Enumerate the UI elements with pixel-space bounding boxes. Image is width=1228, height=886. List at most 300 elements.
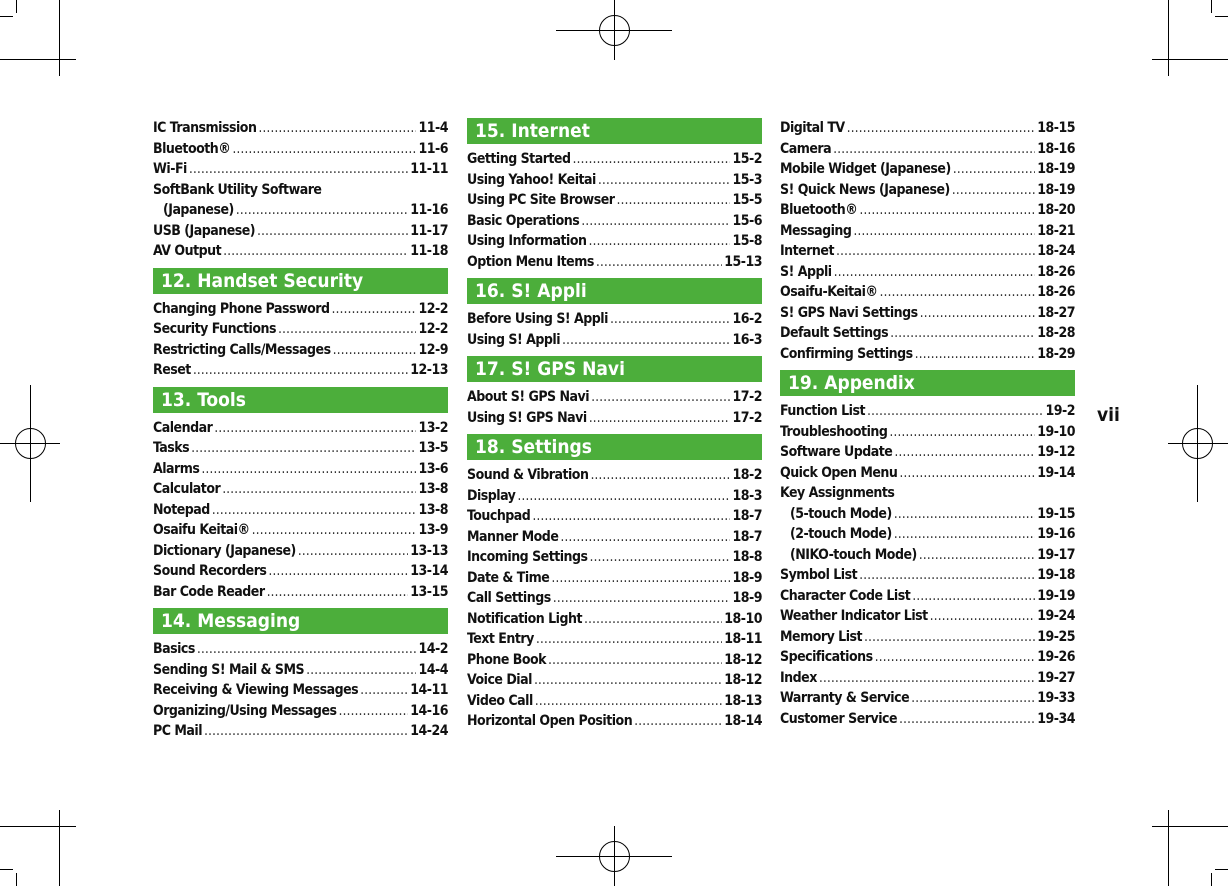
toc-entry-title: Alarms bbox=[153, 460, 200, 477]
toc-entry[interactable] bbox=[467, 629, 762, 650]
toc-entry[interactable] bbox=[780, 504, 1075, 525]
toc-entry[interactable] bbox=[153, 159, 448, 180]
toc-entry-title: USB (Japanese) bbox=[153, 222, 256, 239]
toc-entry-title: Dictionary (Japanese) bbox=[153, 542, 296, 559]
toc-entry-title: About S! GPS Navi bbox=[467, 389, 590, 405]
toc-entry-title: Reset bbox=[153, 362, 191, 378]
toc-entry[interactable] bbox=[467, 691, 762, 712]
toc-entry-title: Display bbox=[467, 487, 516, 504]
toc-entry[interactable] bbox=[153, 418, 448, 439]
toc-entry-page: 15-8 bbox=[732, 233, 762, 249]
toc-entry-page: 14-11 bbox=[410, 682, 448, 698]
toc-entry[interactable] bbox=[467, 650, 762, 671]
toc-entry-page: 18-21 bbox=[1037, 222, 1075, 239]
toc-entry-page: 18-9 bbox=[732, 590, 762, 606]
toc-entry-page: 18-29 bbox=[1037, 345, 1075, 362]
toc-entry[interactable] bbox=[780, 565, 1075, 586]
toc-entry-title: (Japanese) bbox=[163, 202, 234, 218]
toc-entry[interactable] bbox=[780, 282, 1075, 303]
dot-leader bbox=[197, 639, 417, 660]
dot-leader bbox=[339, 701, 409, 722]
dot-leader bbox=[589, 408, 731, 429]
toc-entry-page: 18-11 bbox=[724, 631, 762, 647]
toc-entry[interactable] bbox=[153, 660, 448, 681]
toc-entry[interactable] bbox=[467, 506, 762, 527]
dot-leader bbox=[610, 309, 731, 330]
toc-entry-page: 18-7 bbox=[732, 508, 762, 524]
toc-entry[interactable] bbox=[467, 609, 762, 630]
toc-entry-title: Basics bbox=[153, 641, 195, 657]
section-heading: 14. Messaging bbox=[153, 608, 448, 634]
toc-entry-page: 18-12 bbox=[724, 651, 762, 668]
dot-leader bbox=[191, 438, 416, 459]
toc-entry-page: 13-8 bbox=[418, 501, 448, 518]
toc-entry-page: 12-2 bbox=[418, 300, 448, 317]
dot-leader bbox=[953, 159, 1035, 180]
dot-leader bbox=[223, 241, 408, 262]
toc-entry-title: Notepad bbox=[153, 501, 210, 518]
dot-leader bbox=[306, 660, 416, 681]
dot-leader bbox=[548, 650, 722, 671]
dot-leader bbox=[915, 344, 1036, 365]
toc-entry[interactable] bbox=[780, 709, 1075, 730]
dot-leader bbox=[864, 627, 1035, 648]
toc-entry-page: 19-25 bbox=[1037, 628, 1075, 645]
toc-entry[interactable] bbox=[467, 387, 762, 408]
toc-entry-title: Bluetooth® bbox=[153, 140, 231, 157]
dot-leader bbox=[236, 200, 408, 221]
section-heading: 15. Internet bbox=[467, 118, 762, 144]
toc-entry-title: Using PC Site Browser bbox=[467, 192, 615, 208]
dot-leader bbox=[562, 330, 730, 351]
toc-entry-page: 14-4 bbox=[418, 661, 448, 678]
toc-entry-title: (NIKO-touch Mode) bbox=[790, 546, 917, 563]
toc-entry-page: 19-10 bbox=[1037, 423, 1075, 440]
toc-entry[interactable] bbox=[153, 340, 448, 361]
toc-entry-page: 19-19 bbox=[1037, 587, 1075, 604]
toc-entry[interactable] bbox=[780, 463, 1075, 484]
toc-entry[interactable] bbox=[153, 118, 448, 139]
toc-entry[interactable] bbox=[780, 586, 1075, 607]
toc-entry-title: Using Yahoo! Keitai bbox=[467, 171, 596, 188]
toc-entry-page: 19-33 bbox=[1037, 690, 1075, 706]
toc-entry-title: AV Output bbox=[153, 243, 222, 259]
dot-leader bbox=[634, 711, 722, 732]
toc-entry-page: 18-7 bbox=[732, 528, 762, 545]
dot-leader bbox=[952, 180, 1035, 201]
toc-entry[interactable] bbox=[153, 479, 448, 500]
toc-entry-title: Getting Started bbox=[467, 151, 571, 167]
toc-entry[interactable] bbox=[153, 360, 448, 381]
toc-entry-page: 16-3 bbox=[732, 331, 762, 348]
toc-entry[interactable] bbox=[780, 545, 1075, 566]
toc-entry[interactable] bbox=[153, 680, 448, 701]
toc-entry[interactable] bbox=[153, 541, 448, 562]
dot-leader bbox=[894, 442, 1035, 463]
toc-entry[interactable] bbox=[467, 190, 762, 211]
toc-entry-title: Mobile Widget (Japanese) bbox=[780, 161, 951, 177]
dot-leader bbox=[584, 609, 722, 630]
dot-leader bbox=[232, 139, 416, 160]
toc-entry-page: 18-26 bbox=[1037, 284, 1075, 300]
toc-entry-page: 18-24 bbox=[1037, 243, 1075, 259]
toc-entry-title: Call Settings bbox=[467, 590, 551, 606]
section-heading: 19. Appendix bbox=[780, 370, 1075, 396]
section-heading: 13. Tools bbox=[153, 387, 448, 413]
toc-entry-title: Video Call bbox=[467, 692, 533, 709]
toc-entry[interactable] bbox=[780, 688, 1075, 709]
toc-entry-page: 11-4 bbox=[418, 120, 448, 136]
toc-entry-page: 14-16 bbox=[410, 702, 448, 719]
toc-entry-title: Specifications bbox=[780, 649, 873, 665]
toc-entry-page: 19-27 bbox=[1037, 669, 1075, 686]
toc-entry-page: 18-12 bbox=[724, 672, 762, 688]
toc-entry[interactable] bbox=[153, 319, 448, 340]
toc-entry[interactable] bbox=[467, 309, 762, 330]
toc-entry-title: Customer Service bbox=[780, 710, 898, 727]
toc-entry-page: 14-2 bbox=[418, 641, 448, 657]
toc-entry-title: (2-touch Mode) bbox=[790, 526, 892, 542]
toc-entry[interactable] bbox=[780, 344, 1075, 365]
dot-leader bbox=[551, 568, 730, 589]
toc-entry[interactable] bbox=[780, 606, 1075, 627]
dot-leader bbox=[833, 139, 1035, 160]
dot-leader bbox=[267, 582, 409, 603]
toc-entry-title: Osaifu Keitai® bbox=[153, 522, 250, 538]
toc-entry-title: Wi-Fi bbox=[153, 161, 187, 177]
toc-entry-title: Bar Code Reader bbox=[153, 583, 265, 600]
toc-entry[interactable] bbox=[467, 711, 762, 732]
toc-entry-page: 18-14 bbox=[724, 713, 762, 729]
toc-entry-page: 15-5 bbox=[732, 192, 762, 208]
toc-entry-title: Manner Mode bbox=[467, 528, 559, 545]
toc-entry[interactable] bbox=[153, 639, 448, 660]
toc-entry-page: 11-11 bbox=[410, 161, 448, 177]
dot-leader bbox=[204, 721, 408, 742]
dot-leader bbox=[201, 459, 416, 480]
dot-leader bbox=[212, 500, 417, 521]
dot-leader bbox=[930, 606, 1036, 627]
toc-entry-title: Weather Indicator List bbox=[780, 608, 928, 624]
dot-leader bbox=[596, 252, 722, 273]
toc-entry-title: Software Update bbox=[780, 444, 893, 460]
dot-leader bbox=[899, 463, 1035, 484]
dot-leader bbox=[535, 691, 722, 712]
toc-entry-title: Sound & Vibration bbox=[467, 467, 589, 483]
toc-entry[interactable] bbox=[467, 211, 762, 232]
toc-entry[interactable] bbox=[780, 180, 1075, 201]
dot-leader bbox=[890, 323, 1035, 344]
toc-entry-title: Using Information bbox=[467, 233, 587, 249]
toc-entry-title: Basic Operations bbox=[467, 212, 580, 229]
toc-entry[interactable] bbox=[467, 465, 762, 486]
toc-entry[interactable] bbox=[153, 299, 448, 320]
dot-leader bbox=[332, 299, 417, 320]
toc-entry[interactable] bbox=[467, 408, 762, 429]
toc-entry-page: 11-16 bbox=[410, 202, 448, 218]
toc-entry[interactable] bbox=[780, 118, 1075, 139]
toc-entry-title: Tasks bbox=[153, 440, 190, 456]
dot-leader bbox=[588, 231, 730, 252]
toc-entry[interactable] bbox=[153, 500, 448, 521]
dot-leader bbox=[591, 387, 730, 408]
toc-entry-page: 18-28 bbox=[1037, 325, 1075, 341]
dot-leader bbox=[590, 547, 731, 568]
toc-entry[interactable] bbox=[780, 221, 1075, 242]
toc-entry-title: Quick Open Menu bbox=[780, 464, 898, 481]
toc-entry[interactable] bbox=[780, 483, 1075, 504]
toc-entry[interactable] bbox=[153, 701, 448, 722]
toc-entry[interactable] bbox=[780, 401, 1075, 422]
toc-entry-page: 16-2 bbox=[732, 311, 762, 327]
toc-entry[interactable] bbox=[153, 139, 448, 160]
toc-entry-title: S! Quick News (Japanese) bbox=[780, 181, 950, 198]
toc-entry[interactable] bbox=[153, 200, 448, 221]
dot-leader bbox=[875, 647, 1036, 668]
toc-entry-title: Function List bbox=[780, 403, 866, 419]
toc-entry[interactable] bbox=[780, 647, 1075, 668]
toc-entry-title: Using S! GPS Navi bbox=[467, 409, 587, 426]
toc-entry[interactable] bbox=[467, 330, 762, 351]
toc-entry-title: Bluetooth® bbox=[780, 202, 858, 218]
dot-leader bbox=[889, 422, 1035, 443]
toc-entry[interactable] bbox=[153, 561, 448, 582]
toc-entry[interactable] bbox=[153, 438, 448, 459]
dot-leader bbox=[333, 340, 417, 361]
toc-entry-title: Camera bbox=[780, 140, 832, 157]
toc-entry[interactable] bbox=[467, 568, 762, 589]
toc-entry-page: 19-34 bbox=[1037, 710, 1075, 727]
toc-column-2 bbox=[467, 118, 762, 732]
dot-leader bbox=[859, 565, 1035, 586]
dot-leader bbox=[834, 262, 1036, 283]
toc-entry[interactable] bbox=[780, 303, 1075, 324]
dot-leader bbox=[867, 401, 1043, 422]
dot-leader bbox=[534, 670, 722, 691]
dot-leader bbox=[193, 360, 408, 381]
dot-leader bbox=[894, 524, 1035, 545]
toc-entry-title: Changing Phone Password bbox=[153, 300, 330, 317]
toc-entry-title: (5-touch Mode) bbox=[790, 505, 892, 522]
toc-entry-title: Osaifu-Keitai® bbox=[780, 284, 878, 300]
toc-entry-title: Calculator bbox=[153, 481, 221, 497]
toc-entry[interactable] bbox=[153, 241, 448, 262]
toc-entry-title: Voice Dial bbox=[467, 672, 532, 688]
toc-entry-page: 18-10 bbox=[724, 610, 762, 627]
section-heading: 12. Handset Security bbox=[153, 268, 448, 294]
dot-leader bbox=[859, 200, 1035, 221]
dot-leader bbox=[590, 465, 730, 486]
toc-entry-title: Restricting Calls/Messages bbox=[153, 341, 331, 358]
toc-entry-title: Notification Light bbox=[467, 610, 582, 627]
dot-leader bbox=[536, 629, 722, 650]
toc-entry[interactable] bbox=[780, 139, 1075, 160]
toc-entry-title: Messaging bbox=[780, 222, 852, 239]
dot-leader bbox=[257, 221, 408, 242]
dot-leader bbox=[836, 241, 1035, 262]
toc-entry-page: 17-2 bbox=[732, 409, 762, 426]
dot-leader bbox=[847, 118, 1036, 139]
toc-entry-page: 11-18 bbox=[410, 243, 448, 259]
toc-entry-page: 18-3 bbox=[732, 487, 762, 504]
toc-entry[interactable] bbox=[780, 200, 1075, 221]
dot-leader bbox=[222, 479, 416, 500]
toc-entry-page: 19-24 bbox=[1037, 608, 1075, 624]
toc-entry-page: 19-17 bbox=[1037, 546, 1075, 563]
toc-entry-title: Character Code List bbox=[780, 587, 911, 604]
toc-entry-title: Index bbox=[780, 669, 817, 686]
toc-entry-title: Text Entry bbox=[467, 631, 534, 647]
toc-entry-title: SoftBank Utility Software bbox=[153, 181, 322, 198]
dot-leader bbox=[560, 527, 730, 548]
dot-leader bbox=[912, 586, 1035, 607]
toc-entry-page: 13-15 bbox=[410, 583, 448, 600]
toc-entry[interactable] bbox=[780, 323, 1075, 344]
toc-entry-title: Organizing/Using Messages bbox=[153, 702, 337, 719]
toc-entry-page: 18-13 bbox=[724, 692, 762, 709]
dot-leader bbox=[278, 319, 417, 340]
dot-leader bbox=[616, 190, 730, 211]
toc-entry[interactable] bbox=[153, 180, 448, 201]
dot-leader bbox=[214, 418, 416, 439]
toc-entry-title: Calendar bbox=[153, 419, 213, 436]
toc-entry-page: 13-8 bbox=[418, 481, 448, 497]
toc-entry-page: 18-16 bbox=[1037, 140, 1075, 157]
dot-leader bbox=[899, 709, 1035, 730]
toc-entry-page: 18-26 bbox=[1037, 263, 1075, 280]
toc-entry-page: 18-19 bbox=[1037, 181, 1075, 198]
toc-entry-page: 18-8 bbox=[732, 549, 762, 565]
toc-entry[interactable] bbox=[467, 486, 762, 507]
toc-entry-page: 14-24 bbox=[410, 723, 448, 739]
toc-entry[interactable] bbox=[467, 527, 762, 548]
dot-leader bbox=[880, 282, 1036, 303]
toc-column-1 bbox=[153, 118, 448, 742]
toc-entry[interactable] bbox=[153, 459, 448, 480]
toc-entry-page: 17-2 bbox=[732, 389, 762, 405]
toc-entry[interactable] bbox=[467, 149, 762, 170]
toc-entry[interactable] bbox=[467, 170, 762, 191]
toc-entry-page: 18-27 bbox=[1037, 304, 1075, 321]
toc-entry-title: Symbol List bbox=[780, 567, 858, 583]
toc-entry[interactable] bbox=[780, 159, 1075, 180]
toc-entry[interactable] bbox=[780, 422, 1075, 443]
page-number: vii bbox=[1097, 404, 1120, 426]
toc-entry-title: Security Functions bbox=[153, 321, 276, 337]
dot-leader bbox=[532, 506, 730, 527]
toc-entry-page: 13-5 bbox=[418, 440, 448, 456]
toc-entry-title: Memory List bbox=[780, 628, 863, 645]
toc-entry-page: 18-2 bbox=[732, 467, 762, 483]
toc-entry-page: 15-3 bbox=[732, 171, 762, 188]
dot-leader bbox=[517, 486, 730, 507]
toc-entry-page: 12-13 bbox=[410, 362, 448, 378]
toc-entry[interactable] bbox=[780, 262, 1075, 283]
toc-entry-page: 18-20 bbox=[1037, 202, 1075, 218]
dot-leader bbox=[360, 680, 408, 701]
toc-entry-title: Troubleshooting bbox=[780, 423, 888, 440]
toc-entry-title: Digital TV bbox=[780, 120, 845, 136]
toc-entry-page: 19-26 bbox=[1037, 649, 1075, 665]
toc-entry-page: 18-9 bbox=[732, 569, 762, 586]
section-heading: 17. S! GPS Navi bbox=[467, 356, 762, 382]
toc-entry[interactable] bbox=[153, 221, 448, 242]
toc-entry-page: 12-9 bbox=[418, 341, 448, 358]
toc-entry[interactable] bbox=[780, 668, 1075, 689]
toc-entry-title: Sending S! Mail & SMS bbox=[153, 661, 305, 678]
toc-entry[interactable] bbox=[780, 442, 1075, 463]
section-heading: 16. S! Appli bbox=[467, 278, 762, 304]
toc-entry-page: 11-6 bbox=[418, 140, 448, 157]
toc-entry-title: Internet bbox=[780, 243, 834, 259]
toc-entry[interactable] bbox=[153, 520, 448, 541]
dot-leader bbox=[894, 504, 1035, 525]
dot-leader bbox=[919, 545, 1035, 566]
toc-entry-title: Key Assignments bbox=[780, 485, 895, 501]
toc-entry-page: 19-18 bbox=[1037, 567, 1075, 583]
toc-entry[interactable] bbox=[467, 252, 762, 273]
toc-entry-page: 19-12 bbox=[1037, 444, 1075, 460]
toc-entry[interactable] bbox=[467, 588, 762, 609]
toc-entry-title: Warranty & Service bbox=[780, 690, 910, 706]
toc-entry-page: 18-19 bbox=[1037, 161, 1075, 177]
toc-entry-title: Horizontal Open Position bbox=[467, 713, 633, 729]
toc-entry-page: 15-6 bbox=[732, 212, 762, 229]
toc-column-3 bbox=[780, 118, 1075, 729]
toc-entry-page: 15-2 bbox=[732, 151, 762, 167]
dot-leader bbox=[268, 561, 408, 582]
toc-entry-page: 13-2 bbox=[418, 419, 448, 436]
toc-entry-title: Date & Time bbox=[467, 569, 550, 586]
dot-leader bbox=[819, 668, 1035, 689]
toc-entry-page: 13-6 bbox=[418, 460, 448, 477]
toc-entry[interactable] bbox=[467, 231, 762, 252]
toc-entry[interactable] bbox=[153, 721, 448, 742]
toc-entry-page: 18-15 bbox=[1037, 120, 1075, 136]
toc-entry-title: Touchpad bbox=[467, 508, 531, 524]
dot-leader bbox=[189, 159, 408, 180]
dot-leader bbox=[911, 688, 1035, 709]
toc-entry-page: 13-13 bbox=[410, 542, 448, 559]
toc-entry-title: Confirming Settings bbox=[780, 345, 913, 362]
toc-entry-page: 19-2 bbox=[1045, 403, 1075, 419]
dot-leader bbox=[298, 541, 408, 562]
toc-entry-page: 11-17 bbox=[410, 222, 448, 239]
dot-leader bbox=[553, 588, 731, 609]
dot-leader bbox=[258, 118, 416, 139]
dot-leader bbox=[920, 303, 1036, 324]
toc-entry-page: 13-9 bbox=[418, 522, 448, 538]
toc-entry[interactable] bbox=[780, 241, 1075, 262]
toc-entry-title: Receiving & Viewing Messages bbox=[153, 682, 359, 698]
toc-entry-page: 15-13 bbox=[724, 253, 762, 270]
toc-entry[interactable] bbox=[467, 547, 762, 568]
toc-entry-page: 12-2 bbox=[418, 321, 448, 337]
toc-entry-title: Before Using S! Appli bbox=[467, 311, 608, 327]
toc-entry-page: 19-16 bbox=[1037, 526, 1075, 542]
toc-entry[interactable] bbox=[780, 524, 1075, 545]
toc-entry-title: S! GPS Navi Settings bbox=[780, 304, 918, 321]
toc-entry[interactable] bbox=[780, 627, 1075, 648]
dot-leader bbox=[573, 149, 731, 170]
toc-entry[interactable] bbox=[153, 582, 448, 603]
toc-entry-title: Incoming Settings bbox=[467, 549, 588, 565]
toc-entry-title: PC Mail bbox=[153, 723, 203, 739]
dot-leader bbox=[252, 520, 417, 541]
toc-entry[interactable] bbox=[467, 670, 762, 691]
toc-entry-page: 19-14 bbox=[1037, 464, 1075, 481]
toc-entry-title: Option Menu Items bbox=[467, 253, 594, 270]
